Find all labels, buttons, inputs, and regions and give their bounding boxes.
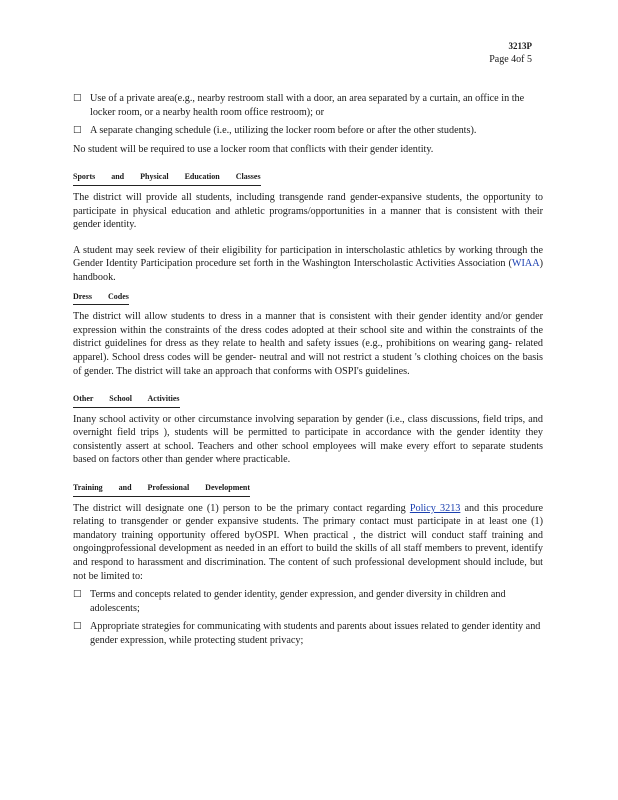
- list-item-text: Use of a private area(e.g., nearby restroom stall with a door, an area separated by a curtain, an office in the locker room, or a nearby health room office restroom); or: [90, 93, 525, 118]
- list-item-text: Terms and concepts related to gender identity, gender expression, and gender diversity in children and adolescents;: [90, 589, 506, 614]
- list-item: [73, 588, 543, 615]
- bullet-box-icon: □: [73, 93, 82, 103]
- policy-3213-link[interactable]: Policy 3213: [409, 502, 461, 514]
- page-number: Page 4of 5: [489, 54, 532, 65]
- list-item-text: A separate changing schedule (i.e., utilizing the locker room before or after the other students).: [90, 125, 477, 137]
- dress-codes-heading: Dress Codes: [73, 290, 129, 306]
- list-item: [73, 620, 543, 647]
- document-body: [73, 92, 543, 648]
- wiaa-link[interactable]: WIAA: [511, 258, 540, 270]
- bullet-box-icon: □: [73, 125, 82, 136]
- eligibility-text-end: ) handbook.: [73, 258, 543, 283]
- training-heading: Training and Professional Development: [73, 481, 250, 497]
- locker-room-statement: No student will be required to use a locker room that conflicts with their gender identity.: [73, 143, 434, 155]
- eligibility-text: A student may seek review of their eligibility for participation in interscholastic athletics by working through the Gender Identity Participation procedure set forth in the Washington Interscholastic Activities Association (: [73, 244, 543, 270]
- training-paragraph: [73, 502, 543, 584]
- list-item: [73, 92, 543, 119]
- other-activities-paragraph: Inany school activity or other circumstance involving separation by gender (i.e., class discussions, field trips, and overnight field trips ), students will be permitted to participate in accordance with the gender identity they consistently assert at school. Teachers and other school employees will make every effort to separate students based on factors other than gender where practicable.: [73, 413, 543, 466]
- training-text-end: and this procedure relating to transgender or gender expansive students. The primary contact must participate in at least one (1) mandatory training opportunity offered byOSPI. When practical , the district will conduct staff training and ongoingprofessional development as needed in an effort to build the skills of all staff members to prevent, identify and respond to harassment and discrimination. The content of such professional development should include, but not be limited to:: [73, 502, 543, 582]
- eligibility-paragraph: [73, 244, 543, 285]
- sports-paragraph: The district will provide all students, including transgende rand gender-expansive students, the opportunity to participate in physical education and athletic programs/opportunities in a manner that is consistent with their gender identity.: [73, 191, 543, 231]
- bullet-box-icon: □: [73, 589, 82, 600]
- list-item-text: Appropriate strategies for communicating with students and parents about issues related to gender identity and gender expression, while protecting student privacy;: [90, 621, 541, 646]
- dress-codes-paragraph: The district will allow students to dress in a manner that is consistent with their gender identity and/or gender expression within the constraints of the dress codes adopted at their school site and within the constraints of the district guidelines for dress as they relate to health and safety issues (e.g., prohibitions on wearing gang- related apparel). School dress codes will be gender- neutral and will not restrict a student 's clothing choices on the basis of gender. The district will take an approach that conforms with OSPI's guidelines.: [73, 311, 543, 377]
- bullet-box-icon: □: [73, 621, 82, 632]
- policy-code: 3213P: [508, 41, 532, 51]
- sports-heading: Sports and Physical Education Classes: [73, 170, 261, 186]
- page-header: [489, 40, 532, 66]
- list-item: [73, 124, 543, 138]
- training-text: The district will designate one (1) person to be the primary contact regarding: [73, 502, 410, 514]
- other-activities-heading: Other School Activities: [73, 392, 180, 408]
